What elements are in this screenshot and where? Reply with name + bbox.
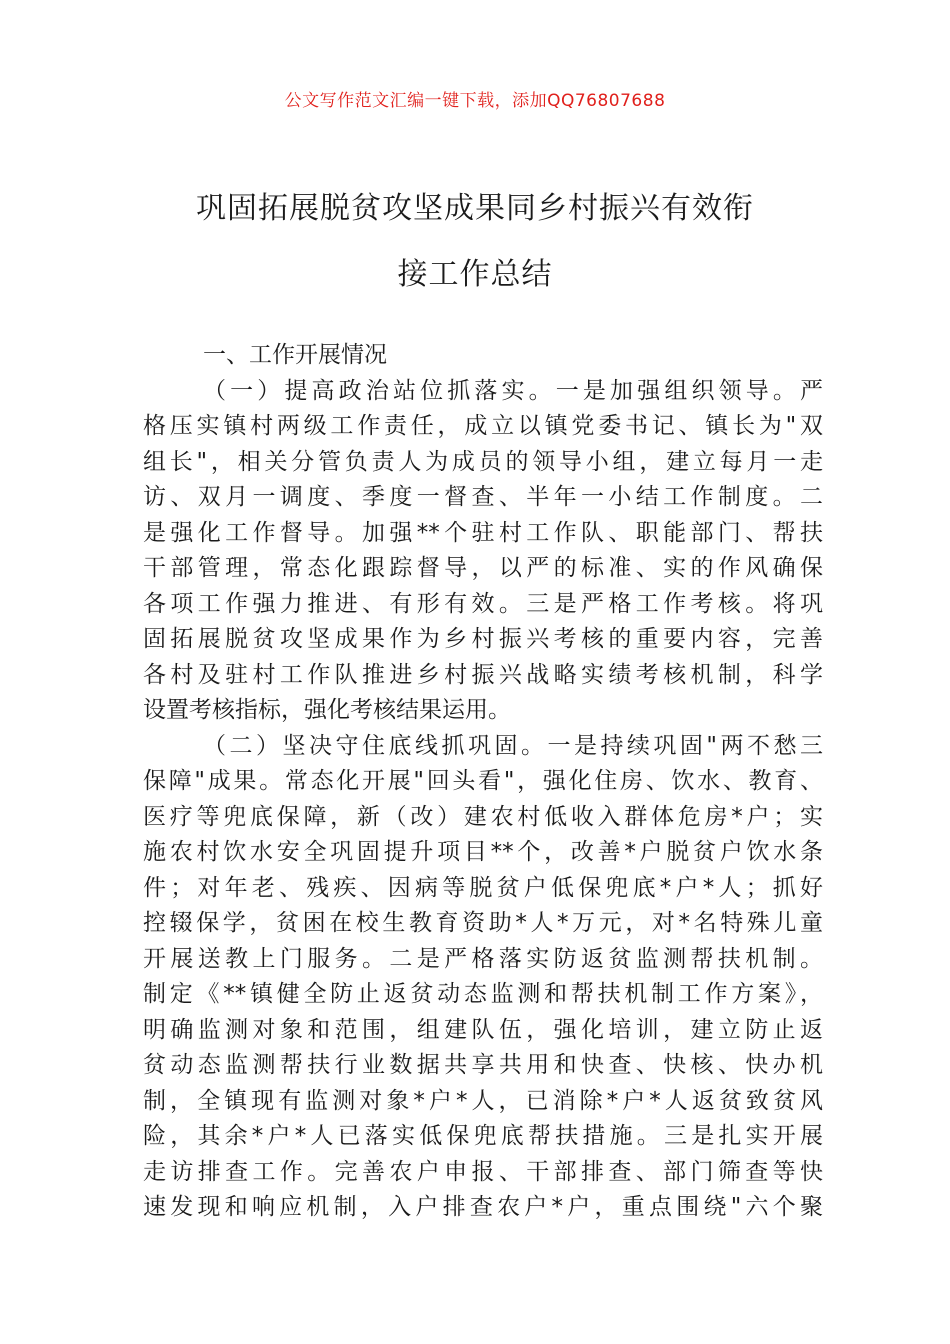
section-heading: 一、工作开展情况 bbox=[203, 342, 387, 368]
paragraph-line: 制定《**镇健全防止返贫动态监测和帮扶机制工作方案》， bbox=[143, 981, 823, 1007]
paragraph-line: 开展送教上门服务。二是严格落实防返贫监测帮扶机制。 bbox=[143, 945, 823, 972]
paragraph-line: 贫动态监测帮扶行业数据共享共用和快查、快核、快办机 bbox=[143, 1052, 823, 1078]
paragraph-line: 各项工作强力推进、有形有效。三是严格工作考核。将巩 bbox=[143, 590, 823, 617]
paragraph-line: 制，全镇现有监测对象*户*人，已消除*户*人返贫致贫风 bbox=[143, 1087, 823, 1114]
document-title-line-1: 巩固拓展脱贫攻坚成果同乡村振兴有效衔 bbox=[196, 191, 754, 226]
paragraph-line: 控辍保学，贫困在校生教育资助*人*万元，对*名特殊儿童 bbox=[143, 910, 823, 936]
paragraph-line: （二）坚决守住底线抓巩固。一是持续巩固"两不愁三 bbox=[203, 732, 823, 759]
paragraph-line: 格压实镇村两级工作责任，成立以镇党委书记、镇长为"双 bbox=[143, 413, 823, 439]
paragraph-line: 险，其余*户*人已落实低保兜底帮扶措施。三是扎实开展 bbox=[143, 1123, 823, 1149]
paragraph-line: 设置考核指标，强化考核结果运用。 bbox=[143, 697, 511, 723]
paragraph-line: 各村及驻村工作队推进乡村振兴战略实绩考核机制，科学 bbox=[143, 661, 823, 688]
header-note: 公文写作范文汇编一键下载，添加QQ76807688 bbox=[284, 91, 666, 111]
paragraph-line: 明确监测对象和范围，组建队伍，强化培训，建立防止返 bbox=[143, 1016, 823, 1043]
paragraph-line: 件；对年老、残疾、因病等脱贫户低保兜底*户*人；抓好 bbox=[143, 874, 823, 901]
paragraph-line: 组长"，相关分管负责人为成员的领导小组，建立每月一走 bbox=[143, 448, 823, 475]
paragraph-line: 施农村饮水安全巩固提升项目**个，改善*户脱贫户饮水条 bbox=[143, 839, 823, 865]
paragraph-line: 保障"成果。常态化开展"回头看"，强化住房、饮水、教育、 bbox=[143, 768, 823, 794]
document-title-line-2: 接工作总结 bbox=[397, 257, 553, 292]
paragraph-line: 走访排查工作。完善农户申报、干部排查、部门筛查等快 bbox=[143, 1158, 823, 1185]
paragraph-line: （一）提高政治站位抓落实。一是加强组织领导。严 bbox=[203, 377, 823, 404]
paragraph-line: 速发现和响应机制，入户排查农户*户，重点围绕"六个聚 bbox=[143, 1194, 823, 1220]
paragraph-line: 访、双月一调度、季度一督查、半年一小结工作制度。二 bbox=[143, 484, 823, 510]
document-body bbox=[143, 338, 823, 1226]
paragraph-line: 医疗等兜底保障，新（改）建农村低收入群体危房*户；实 bbox=[143, 803, 823, 830]
paragraph-line: 干部管理，常态化跟踪督导，以严的标准、实的作风确保 bbox=[143, 555, 823, 581]
paragraph-line: 固拓展脱贫攻坚成果作为乡村振兴考核的重要内容，完善 bbox=[143, 626, 823, 652]
paragraph-line: 是强化工作督导。加强**个驻村工作队、职能部门、帮扶 bbox=[143, 519, 823, 546]
